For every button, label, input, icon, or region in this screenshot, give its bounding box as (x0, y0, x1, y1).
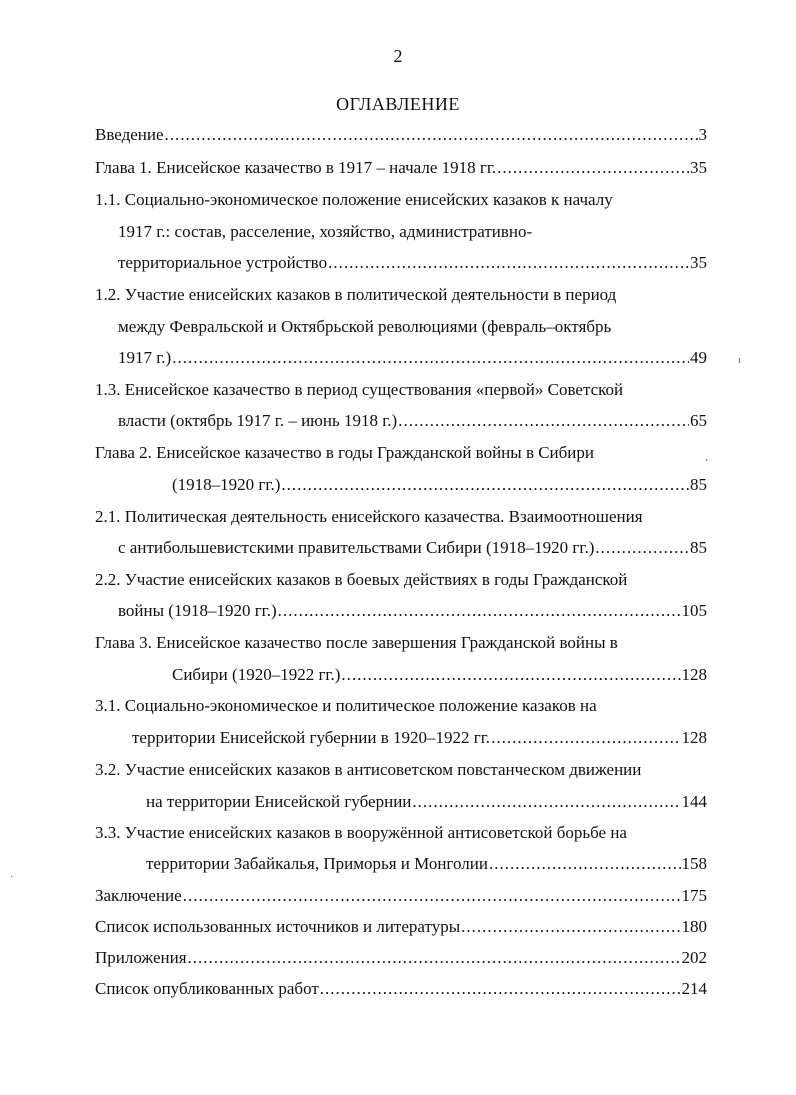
toc-entry-1-2-line-1: 1.2. Участие енисейских казаков в политической деятельности в период (95, 285, 617, 304)
toc-entry-chapter-2-line-1: Глава 2. Енисейское казачество в годы Гражданской войны в Сибири (95, 443, 595, 462)
toc-label: с антибольшевистскими правительствами Сибири (1918–1920 гг.) (118, 538, 595, 557)
scan-speck: · (10, 872, 14, 883)
toc-leader (165, 124, 698, 146)
toc-entry-sources (95, 916, 707, 938)
toc-entry-appendices (95, 947, 707, 969)
toc-label: Заключение (95, 886, 182, 905)
page-title: ОГЛАВЛЕНИЕ (336, 94, 460, 114)
toc-entry-chapter-3-line-2 (172, 664, 707, 686)
toc-label: Сибири (1920–1922 гг.) (172, 665, 341, 684)
toc-entry-3-1-line-2 (132, 727, 707, 749)
toc-entry-1-3-line-1: 1.3. Енисейское казачество в период существования «первой» Советской (95, 380, 624, 399)
toc-entry-3-3-line-1: 3.3. Участие енисейских казаков в вооружённой антисоветской борьбе на (95, 823, 627, 842)
toc-leader (489, 853, 681, 875)
page-number: 2 (393, 46, 403, 66)
toc-leader (341, 664, 680, 686)
toc-page: 214 (681, 979, 707, 998)
toc-entry-chapter-1 (95, 157, 707, 179)
toc-page: 3 (698, 125, 707, 144)
toc-leader (491, 727, 680, 749)
toc-label: власти (октябрь 1917 г. – июнь 1918 г.) (118, 411, 398, 430)
toc-page: 144 (681, 792, 707, 811)
toc-label: Приложения (95, 948, 187, 967)
toc-entry-2-1-line-1: 2.1. Политическая деятельность енисейского казачества. Взаимоотношения (95, 507, 643, 526)
toc-leader (595, 537, 689, 559)
toc-entry-2-2-line-2 (118, 600, 707, 622)
toc-entry-3-2-line-1: 3.2. Участие енисейских казаков в антисоветском повстанческом движении (95, 760, 642, 779)
toc-leader (183, 885, 681, 907)
toc-page: 85 (690, 538, 707, 557)
toc-leader (461, 916, 680, 938)
toc-entry-1-3-line-2 (118, 410, 707, 432)
toc-page: 49 (690, 348, 707, 367)
toc-entry-3-3-line-2 (146, 853, 707, 875)
toc-page: 65 (690, 411, 707, 430)
toc-leader (328, 252, 689, 274)
toc-label: 1917 г.) (118, 348, 172, 367)
toc-entry-intro (95, 124, 707, 146)
toc-entry-publications (95, 978, 707, 1000)
toc-entry-2-1-line-2 (118, 537, 707, 559)
toc-label: территории Енисейской губернии в 1920–1922 гг. (132, 728, 491, 747)
toc-page: 175 (681, 886, 707, 905)
toc-entry-1-1-line-1: 1.1. Социально-экономическое положение енисейских казаков к началу (95, 190, 613, 209)
toc-label: территории Забайкалья, Приморья и Монголии (146, 854, 488, 873)
toc-leader (278, 600, 681, 622)
toc-leader (281, 474, 689, 496)
toc-leader (320, 978, 681, 1000)
toc-leader (497, 157, 689, 179)
toc-page: 128 (681, 728, 707, 747)
toc-entry-chapter-2-line-2 (172, 474, 707, 496)
toc-entry-3-1-line-1: 3.1. Социально-экономическое и политическое положение казаков на (95, 696, 597, 715)
toc-page: 158 (681, 854, 707, 873)
toc-page: 105 (681, 601, 707, 620)
toc-label: (1918–1920 гг.) (172, 475, 281, 494)
toc-page: 35 (690, 253, 707, 272)
toc-leader (412, 791, 680, 813)
toc-entry-1-2-line-2: между Февральской и Октябрьской революциями (февраль–октябрь (118, 317, 612, 336)
toc-entry-conclusion (95, 885, 707, 907)
toc-page: 202 (681, 948, 707, 967)
scan-speck: ı (738, 355, 741, 366)
toc-label: войны (1918–1920 гг.) (118, 601, 277, 620)
toc-page: 180 (681, 917, 707, 936)
toc-leader (188, 947, 681, 969)
toc-entry-chapter-3-line-1: Глава 3. Енисейское казачество после завершения Гражданской войны в (95, 633, 618, 652)
toc-entry-2-2-line-1: 2.2. Участие енисейских казаков в боевых действиях в годы Гражданской (95, 570, 628, 589)
toc-leader (398, 410, 689, 432)
scan-speck: ‚ (705, 452, 709, 463)
toc-label: Список опубликованных работ (95, 979, 319, 998)
toc-page: 128 (681, 665, 707, 684)
toc-label: Список использованных источников и литературы (95, 917, 461, 936)
toc-entry-1-1-line-3 (118, 252, 707, 274)
toc-page: 35 (690, 158, 707, 177)
toc-label: Введение (95, 125, 164, 144)
toc-entry-1-2-line-3 (118, 347, 707, 369)
toc-label: Глава 1. Енисейское казачество в 1917 – начале 1918 гг. (95, 158, 497, 177)
toc-entry-1-1-line-2: 1917 г.: состав, расселение, хозяйство, административно- (118, 222, 533, 241)
toc-leader (172, 347, 689, 369)
toc-page: 85 (690, 475, 707, 494)
toc-label: территориальное устройство (118, 253, 328, 272)
toc-label: на территории Енисейской губернии (146, 792, 412, 811)
toc-entry-3-2-line-2 (146, 791, 707, 813)
